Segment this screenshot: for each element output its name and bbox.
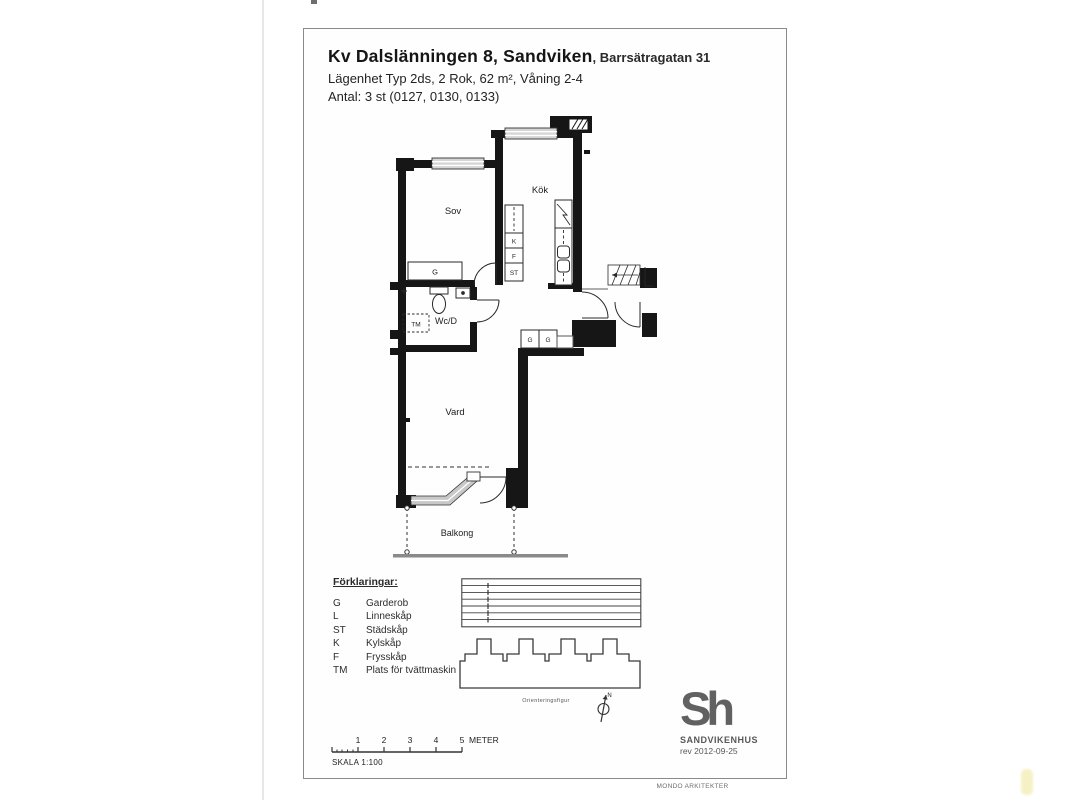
room-labels [411,185,550,538]
legend [333,576,456,677]
wall-balcony-corner-right [506,468,524,508]
legend-label: Garderob [366,598,409,609]
legend-row [333,610,456,623]
label-living: Vard [445,407,465,418]
toilet-tank [430,287,448,294]
label-bedroom: Sov [444,206,462,217]
balcony-rail [393,554,568,558]
legend-code: L [333,611,339,623]
scale-number: 3 [407,735,413,745]
legend-label: Frysskåp [366,651,407,663]
wall-bath-top [398,280,475,287]
wall-bath-right-upper [470,287,477,300]
north-arrow [590,688,614,726]
wall-hall-bottom [518,348,584,356]
label-cleaning: ST [509,270,519,277]
orientation-caption: Orienteringsfigur [522,698,570,704]
title-block [328,46,710,106]
wall-right [573,130,582,292]
legend-label: Plats för tvättmaskin [366,665,457,677]
bedroom-door [474,263,496,285]
sink-bowl-1 [558,246,570,258]
wall-stairhall-block-b [642,313,657,337]
scale-bar [328,730,508,770]
scan-edge-artifact [262,0,264,800]
legend-label: Kylskåp [366,638,402,650]
balcony-door-post [467,472,480,481]
kitchen-window [505,128,557,139]
legend-row [333,651,456,664]
revision-date: rev 2012-09-25 [680,746,738,756]
bath-door [477,300,499,322]
scan-smudge [1021,769,1033,795]
neighbor-door [615,302,640,327]
scale-number: 1 [355,735,361,745]
sink-bowl-2 [558,260,570,272]
street-address: , Barrsätragatan 31 [592,50,711,65]
doors [474,263,640,503]
legend-code: G [333,598,341,609]
scale-caption: SKALA 1:100 [332,758,383,767]
wall-bath-bottom [398,345,476,352]
scale-number: 5 [459,735,465,745]
building-outline-figure [458,632,643,692]
floorplan-drawing [388,110,678,570]
scale-meter-ticks [332,747,462,752]
wall-nub-2 [390,330,398,339]
wall-nub-1 [390,282,398,290]
legend-row [333,624,456,637]
apartment-spec: Lägenhet Typ 2ds, 2 Rok, 62 m², Våning 2-4 [328,71,583,86]
label-fridge: K [511,238,517,246]
wall-tick-right [584,150,590,154]
sink-drain-dot [462,292,465,295]
company-name: SANDVIKENHUS [680,735,759,745]
scale-number: 2 [381,735,387,745]
legend-row [333,597,456,610]
entry-door [582,292,608,318]
legend-code: TM [333,665,348,677]
bedroom-window [432,158,484,169]
wall-nub-3 [390,348,398,355]
label-washing-machine: TM [411,321,421,329]
scale-numbers [356,735,465,745]
scale-unit: METER [469,735,499,745]
logo-block [680,684,770,756]
legend-heading: Förklaringar: [333,576,398,588]
hall-shelf [557,336,573,348]
sandvikenhus-logo: Sh [680,682,731,735]
balcony-group [393,467,568,558]
legend-code: K [333,638,340,650]
label-hall-wardrobe-b: G [545,337,551,344]
label-bath: Wc/D [435,316,457,326]
label-kitchen: Kök [531,185,549,196]
label-hall-wardrobe-a: G [527,337,533,344]
legend-row [333,664,456,677]
legend-code: ST [333,624,346,636]
legend-label: Städskåp [366,624,408,636]
title-line [328,46,710,68]
scan-speck [311,0,317,4]
wall-entry-mass [572,320,616,347]
north-label: N [607,693,612,699]
label-balcony: Balkong [440,528,474,538]
legend-row [333,637,456,650]
label-freezer: F [512,253,516,261]
document-title: Kv Dalslänningen 8, Sandviken [328,46,593,66]
wall-tick-living [398,418,410,422]
apartment-count: Antal: 3 st (0127, 0130, 0133) [328,89,500,104]
balcony-door [480,477,506,503]
elevation-figure [461,578,643,629]
toilet-bowl [433,295,446,314]
vent-hatch [569,119,588,130]
scale-number: 4 [433,735,439,745]
building-footprint-path [460,639,640,688]
wall-left [398,160,406,508]
legend-label: Linneskåp [366,611,412,623]
label-wardrobe-bedroom: G [432,267,438,277]
wall-bedroom-kitchen [495,130,503,285]
legend-code: F [333,651,340,663]
architect-credit: MONDO ARKITEKTER [656,783,729,790]
wall-stairhall-block-a [640,268,657,288]
